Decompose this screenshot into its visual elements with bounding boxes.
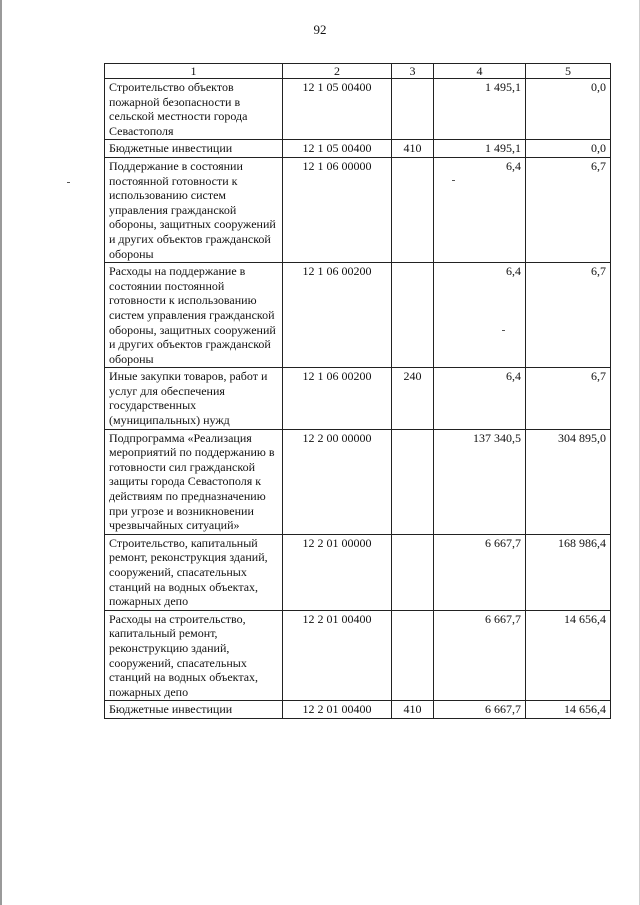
table-row	[105, 610, 611, 701]
row-code: 12 2 01 00000	[283, 534, 392, 610]
row-value-col5: 6,7	[526, 157, 611, 262]
table-row	[105, 263, 611, 368]
table-row	[105, 701, 611, 719]
row-expense-type	[392, 610, 434, 701]
budget-table	[104, 63, 611, 719]
table-row	[105, 429, 611, 534]
row-name: Расходы на строительство, капитальный ремонт, реконструкцию зданий, сооружений, спасательных станций на водных объектах, пожарных депо	[105, 610, 283, 701]
scan-left-edge	[0, 0, 2, 905]
row-value-col4: 6,4	[434, 157, 526, 262]
row-code: 12 1 05 00400	[283, 140, 392, 158]
row-value-col4: 1 495,1	[434, 79, 526, 140]
table-row	[105, 79, 611, 140]
row-value-col4: 137 340,5	[434, 429, 526, 534]
table-row	[105, 157, 611, 262]
row-value-col4: 6,4	[434, 368, 526, 429]
row-value-col4: 6 667,7	[434, 701, 526, 719]
row-value-col4: 6 667,7	[434, 534, 526, 610]
row-value-col5: 168 986,4	[526, 534, 611, 610]
row-name: Строительство объектов пожарной безопасности в сельской местности города Севастополя	[105, 79, 283, 140]
row-expense-type: 410	[392, 140, 434, 158]
row-value-col5: 304 895,0	[526, 429, 611, 534]
row-expense-type	[392, 79, 434, 140]
row-value-col5: 14 656,4	[526, 701, 611, 719]
table-row	[105, 534, 611, 610]
row-value-col5: 6,7	[526, 263, 611, 368]
row-expense-type	[392, 157, 434, 262]
row-value-col5: 0,0	[526, 79, 611, 140]
row-value-col4: 1 495,1	[434, 140, 526, 158]
row-code: 12 2 01 00400	[283, 701, 392, 719]
row-expense-type: 240	[392, 368, 434, 429]
column-header: 3	[392, 64, 434, 79]
row-name: Бюджетные инвестиции	[105, 140, 283, 158]
table-row	[105, 368, 611, 429]
row-name: Иные закупки товаров, работ и услуг для обеспечения государственных (муниципальных) нужд	[105, 368, 283, 429]
page-number: 92	[313, 22, 327, 37]
row-value-col4: 6,4	[434, 263, 526, 368]
row-value-col5: 14 656,4	[526, 610, 611, 701]
scan-speck	[67, 182, 70, 183]
table-row	[105, 140, 611, 158]
row-expense-type: 410	[392, 701, 434, 719]
row-value-col4: 6 667,7	[434, 610, 526, 701]
row-name: Строительство, капитальный ремонт, реконструкция зданий, сооружений, спасательных станций на водных объектах, пожарных депо	[105, 534, 283, 610]
row-expense-type	[392, 534, 434, 610]
row-value-col5: 0,0	[526, 140, 611, 158]
row-code: 12 1 05 00400	[283, 79, 392, 140]
row-code: 12 1 06 00200	[283, 263, 392, 368]
row-name: Расходы на поддержание в состоянии постоянной готовности к использованию систем управления гражданской обороны, защитных сооружений и других объектов гражданской обороны	[105, 263, 283, 368]
row-code: 12 1 06 00200	[283, 368, 392, 429]
row-code: 12 2 01 00400	[283, 610, 392, 701]
column-header: 1	[105, 64, 283, 79]
row-name: Подпрограмма «Реализация мероприятий по поддержанию в готовности сил гражданской защиты города Севастополя к действиям по предназначению при угрозе и возникновении чрезвычайных ситуаций»	[105, 429, 283, 534]
row-expense-type	[392, 429, 434, 534]
column-header: 2	[283, 64, 392, 79]
row-name: Бюджетные инвестиции	[105, 701, 283, 719]
row-name: Поддержание в состоянии постоянной готовности к использованию систем управления гражданской обороны, защитных сооружений и других объектов гражданской обороны	[105, 157, 283, 262]
column-header: 5	[526, 64, 611, 79]
row-code: 12 1 06 00000	[283, 157, 392, 262]
row-expense-type	[392, 263, 434, 368]
row-value-col5: 6,7	[526, 368, 611, 429]
row-code: 12 2 00 00000	[283, 429, 392, 534]
column-header: 4	[434, 64, 526, 79]
table-header-row	[105, 64, 611, 79]
